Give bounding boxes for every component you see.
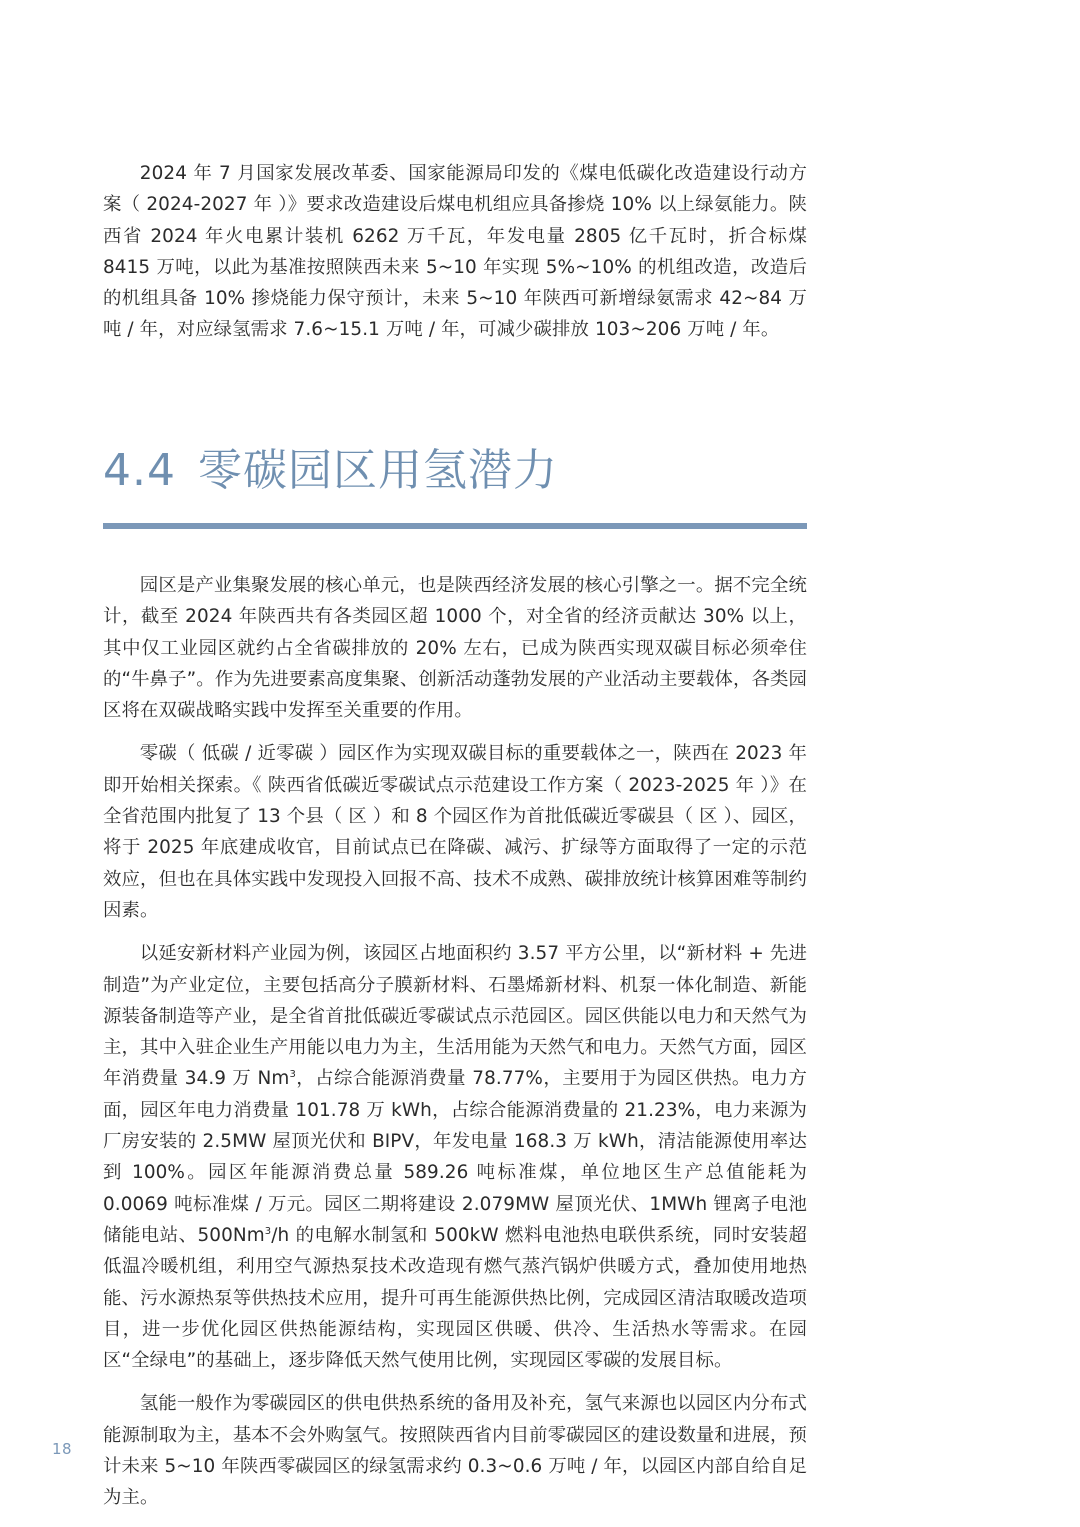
- intro-section: [103, 158, 807, 346]
- body-paragraph-3-part-b: ，占综合能源消费量 78.77%，主要用于为园区供热。电力方面，园区年电力消费量 101.78 万 kWh，占综合能源消费量的 21.23%，电力来源为厂房安装的 2.5MW 屋顶光伏和 BIPV，年发电量 168.3 万 kWh，清洁能源使用率达到 100%。园区年能源消费总量 589.26 吨标准煤，单位地区生产总值能耗为 0.0069 吨标准煤 / 万元。园区二期将建设 2.079MW 屋顶光伏、1MWh 锂离子电池储能电站、500Nm: [103, 1068, 807, 1246]
- body-paragraph-3-part-a: 以延安新材料产业园为例，该园区占地面积约 3.57 平方公里，以“新材料 + 先进制造”为产业定位，主要包括高分子膜新材料、石墨烯新材料、机泵一体化制造、新能源装备制造等产业，是全省首批低碳近零碳试点示范园区。园区供能以电力和天然气为主，其中入驻企业生产用能以电力为主，生活用能为天然气和电力。天然气方面，园区年消费量 34.9 万 Nm: [103, 943, 807, 1090]
- section-body: [103, 570, 807, 1514]
- superscript-cubic-1: 3: [289, 1069, 296, 1081]
- body-paragraph-3: [103, 938, 807, 1376]
- body-paragraph-3-part-c: /h 的电解水制氢和 500kW 燃料电池热电联供系统，同时安装超低温冷暖机组，利用空气源热泵技术改造现有燃气蒸汽锅炉供暖方式，叠加使用地热能、污水源热泵等供热技术应用，提升可再生能源供热比例，完成园区清洁取暖改造项目，进一步优化园区供热能源结构，实现园区供暖、供冷、生活热水等需求。在园区“全绿电”的基础上，逐步降低天然气使用比例，实现园区零碳的发展目标。: [103, 1224, 807, 1372]
- superscript-cubic-2: 3: [264, 1225, 272, 1237]
- section-heading: [103, 441, 807, 501]
- section-number: 4.4: [103, 445, 176, 496]
- section-title: 零碳园区用氢潜力: [197, 445, 558, 496]
- heading-divider: [103, 523, 807, 529]
- page-number: 18: [52, 1440, 73, 1458]
- body-paragraph-1: 园区是产业集聚发展的核心单元，也是陕西经济发展的核心引擎之一。据不完全统计，截至 2024 年陕西共有各类园区超 1000 个，对全省的经济贡献达 30% 以上，其中仅工业园区就约占全省碳排放的 20% 左右，已成为陕西实现双碳目标必须牵住的“牛鼻子”。作为先进要素高度集聚、创新活动蓬勃发展的产业活动主要载体，各类园区将在双碳战略实践中发挥至关重要的作用。: [103, 575, 807, 722]
- body-paragraph-4: 氢能一般作为零碳园区的供电供热系统的备用及补充，氢气来源也以园区内分布式能源制取为主，基本不会外购氢气。按照陕西省内目前零碳园区的建设数量和进展，预计未来 5~10 年陕西零碳园区的绿氢需求约 0.3~0.6 万吨 / 年，以园区内部自给自足为主。: [103, 1393, 807, 1509]
- body-paragraph-2: 零碳（ 低碳 / 近零碳 ）园区作为实现双碳目标的重要载体之一，陕西在 2023 年即开始相关探索。《 陕西省低碳近零碳试点示范建设工作方案（ 2023-2025 年 ）》在全省范围内批复了 13 个县（ 区 ）和 8 个园区作为首批低碳近零碳县（ 区 ）、园区，将于 2025 年底建成收官，目前试点已在降碳、减污、扩绿等方面取得了一定的示范效应，但也在具体实践中发现投入回报不高、技术不成熟、碳排放统计核算困难等制约因素。: [103, 743, 807, 921]
- intro-paragraph: 2024 年 7 月国家发展改革委、国家能源局印发的《煤电低碳化改造建设行动方案（ 2024-2027 年 ）》要求改造建设后煤电机组应具备掺烧 10% 以上绿氨能力。陕西省 2024 年火电累计装机 6262 万千瓦，年发电量 2805 亿千瓦时，折合标煤 8415 万吨，以此为基准按照陕西未来 5~10 年实现 5%~10% 的机组改造，改造后的机组具备 10% 掺烧能力保守预计，未来 5~10 年陕西可新增绿氨需求 42~84 万吨 / 年，对应绿氢需求 7.6~15.1 万吨 / 年，可减少碳排放 103~206 万吨 / 年。: [103, 163, 807, 341]
